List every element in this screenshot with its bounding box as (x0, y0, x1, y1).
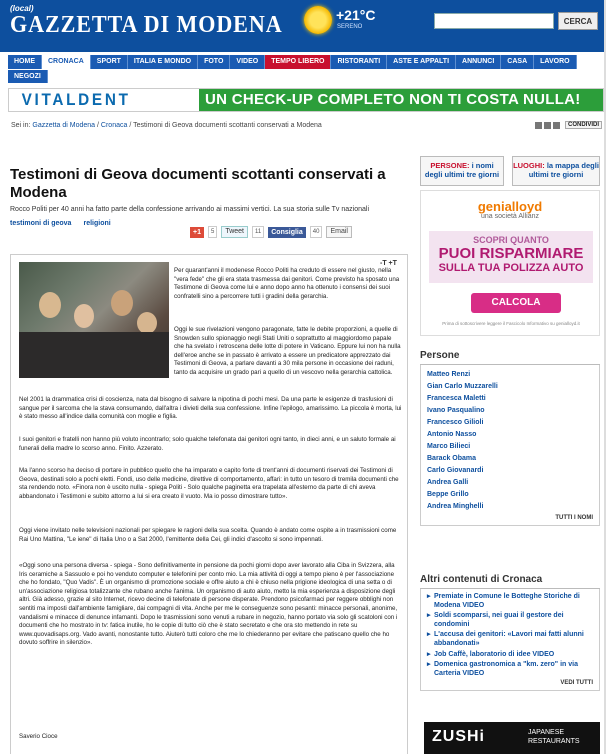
persona-link[interactable]: Gian Carlo Muzzarelli (427, 383, 498, 390)
persona-link[interactable]: Ivano Pasqualino (427, 407, 485, 414)
article-paragraph: I suoi genitori e fratelli non hanno più voluto incontrarlo; solo qualche telefonata dai genitori ogni tanto, in dieci anni, e un saluto formale ai funerali della madre lo scorso anno. Finito. Azzerato. (19, 436, 396, 452)
article-body (10, 254, 408, 754)
facebook-count: 40 (310, 226, 323, 238)
genialloyd-offer (429, 231, 593, 283)
tab-persone-label: PERSONE: (430, 161, 470, 170)
altri-section (420, 574, 600, 691)
vitaldent-banner[interactable] (8, 88, 604, 112)
sun-icon (304, 6, 332, 34)
breadcrumb-section[interactable]: Cronaca (100, 122, 128, 129)
calcola-button[interactable]: CALCOLA (471, 293, 561, 313)
persona-link[interactable]: Andrea Galli (427, 479, 469, 486)
article-paragraph: Ma l'anno scorso ha deciso di portare in pubblico quello che ha imparato e capito forte di trent'anni di documenti riservati dei Testimoni di Geova, destinati solo a pochi eletti. Fondi, uso delle medicine, direttive di comportamento, affari: in tutto un tesoro di tremila documenti che sta rendendo noto. «Finora non è uscito nulla - spiega Politi - Solo qualche paginetta era trapelata all'esterno da parte di chi aveva abbandonato i Testimoni e subito attorno a lui si era creato il vuoto. Ma io posso dimostrare tutto». (19, 467, 399, 500)
vitaldent-logo: VITALDENT (21, 90, 131, 109)
article-paragraph: Oggi le sue rivelazioni vengono paragonate, fatte le debite proporzioni, a quelle di Snowden sullo spionaggio negli Stati Uniti o soprattutto al maggiordomo papale che ha svelato i retroscena delle lotte di potere in Vaticano. Eppure lui non ha nulla dell'eroe anche se in passato è arrivato a essere un predicatore apprezzato dai Testimoni di Geova, a parlare davanti a 30 mila persone in occasione dei raduni, tanto da acquisire un grado pari a quello di un vescovo nella gerarchia cattolica. (174, 326, 401, 376)
main-nav (8, 55, 604, 81)
tweet-count: 11 (252, 226, 264, 238)
persone-section (420, 350, 600, 526)
tweet-button[interactable]: Tweet (221, 226, 248, 238)
offer-line2: PUOI RISPARMIARE (438, 245, 584, 262)
persona-link[interactable]: Barack Obama (427, 455, 477, 462)
tag-link[interactable]: religioni (83, 220, 111, 227)
offer-line1: SCOPRI QUANTO (473, 235, 549, 245)
tab-persone[interactable] (420, 156, 504, 186)
logo-small: (local) (10, 4, 34, 13)
font-icon[interactable] (553, 122, 560, 129)
altri-title: Altri contenuti di Cronaca (420, 574, 600, 589)
breadcrumb-prefix: Sei in: (11, 122, 31, 129)
tab-luoghi-link[interactable]: la mappa degli ultimi tre giorni (528, 161, 599, 179)
site-header (0, 0, 606, 52)
zushi-ad[interactable] (424, 722, 600, 754)
persone-list (420, 365, 600, 526)
gplus-count: 5 (208, 226, 217, 238)
page-tools (535, 121, 602, 129)
nav-item[interactable]: SPORT (91, 55, 128, 69)
persona-link[interactable]: Carlo Giovanardi (427, 467, 484, 474)
genialloyd-disclaimer: Prima di sottoscrivere leggere il Fascicolo Informativo su genialloyd.it (442, 321, 580, 326)
tab-luoghi-label: LUOGHI: (513, 161, 545, 170)
weather-description: SERENO (337, 24, 363, 30)
zushi-subtitle: JAPANESE RESTAURANTS (528, 729, 580, 745)
email-button[interactable]: Email (326, 226, 352, 238)
persona-link[interactable]: Beppe Grillo (427, 491, 469, 498)
persona-link[interactable]: Marco Biliеci (427, 443, 471, 450)
article-paragraph: Nel 2001 la drammatica crisi di coscienza, nata dal bisogno di salvare la nipotina di pochi mesi. Da una parte le esigenze di trasfusioni di sangue per il sarcoma che la stava consumando, dall'altra i divieti della sua confessione. Infine l'epilogo, amarissimo. La piccola è morta, lui è stato messo all'indice dalla comunità con moglie e figlia. (19, 396, 402, 421)
search-button[interactable]: CERCA (558, 12, 598, 30)
article-subtitle: Rocco Politi per 40 anni ha fatto parte della confessione arrivando ai massimi vertici. La sua storia sulle Tv nazionali (10, 206, 369, 213)
persona-link[interactable]: Francesca Maletti (427, 395, 486, 402)
zushi-logo: ZUSHi (432, 728, 485, 745)
article-paragraph: Per quarant'anni il modenese Rocco Politi ha creduto di essere nel giusto, nella "vera fede" che gli era stata trasmessa dai genitori. Come previsto ha sposato una Testimone di Geova come lui e anno dopo anno ha ottenuto i consensi dei suoi confratelli sino a percorrere tutti i gradini della gerarchia. (174, 267, 400, 300)
persone-title: Persone (420, 350, 600, 365)
site-logo[interactable]: GAZZETTA DI MODENA (10, 12, 283, 38)
print-icon[interactable] (535, 122, 542, 129)
search-input[interactable] (434, 13, 554, 29)
vitaldent-slogan: UN CHECK-UP COMPLETO NON TI COSTA NULLA! (199, 89, 603, 111)
altri-link[interactable]: ▸ Domenica gastronomica a "km. zero" in via Carteria VIDEO (427, 661, 593, 678)
breadcrumb-current: Testimoni di Geova documenti scottanti conservati a Modena (133, 122, 322, 129)
nav-item[interactable]: CASA (501, 55, 534, 69)
nav-item[interactable]: ANNUNCI (456, 55, 501, 69)
article-paragraph: Oggi viene invitato nelle televisioni nazionali per spiegare le ragioni della sua scelta. Quando è andato come ospite a in trasmissioni come Rai Uno Mattina, "Le iene" di Italia Uno o a Sat 2000, l'emittente della Cei, gli indici d'ascolto si sono impennati. (19, 527, 397, 543)
article-paragraph: «Oggi sono una persona diversa - spiega - Sono definitivamente in pensione da pochi giorni dopo aver lavorato alla Ciba in Svizzera, alla Iris ceramiche a Sassuolo e poi ho venduto computer e telefonini per conto mio. La mia attività di oggi a tempo pieno è per l'associazione che ho fondato, "Quo Vadis". È un organismo di promozione sociale e offre aiuto a chi è chiuso nella prigione ideologica di una setta o di un'associazione religiosa totalizzante che rubano anche l'anima. Un organismo di auto aiuto, metto la mia esperienza a disposizione degli altri. Già adesso, grazie al sito Internet, ricevo decine di telefonate di persone disperate. Prendono psicofarmaci per reggere obblighi non sentiti ma imposti dall'ambiente famigliare, dai compagni di vita. Anche per me le conseguenze sono pesanti: minacce personali, anonime, vandalismi e minacce di denunce infamanti. Dopo le trasmissioni sono venuti a rubare in negozio, hanno portato via solo gli scatoloni con i documenti che ho mostrato in tv: fatica inutile, ho le copie di tutto ciò che è stato secretato e che ora sto mettendo in rete su www.quovadisaps.org. Vado avanti, nonostante tutto. Aiuterò tutti coloro che me lo chiederanno per evitare che patiscano quello che ho dovuto soffrire in silenzio». (19, 562, 398, 647)
nav-item[interactable]: LAVORO (534, 55, 576, 69)
share-button[interactable]: CONDIVIDI (565, 121, 602, 129)
nav-item[interactable]: ITALIA E MONDO (128, 55, 198, 69)
tag-link[interactable]: testimoni di geova (10, 220, 72, 227)
tab-luoghi[interactable] (512, 156, 600, 186)
genialloyd-logo: genialloyd (477, 199, 543, 214)
email-icon[interactable] (544, 122, 551, 129)
nav-item[interactable]: NEGOZI (8, 70, 48, 83)
facebook-button[interactable]: Consiglia (268, 227, 306, 238)
persona-link[interactable]: Francesco Gilioli (427, 419, 484, 426)
tab-persone-link[interactable]: i nomi degli ultimi tre giorni (424, 161, 500, 179)
altri-link[interactable]: ▸ Soldi scomparsi, nei guai il gestore dei condomini (427, 612, 593, 629)
weather-temperature: +21°C (336, 7, 376, 23)
breadcrumb: Sei in: Gazzetta di Modena / Cronaca / Testimoni di Geova documenti scottanti conservati a Modena (11, 122, 322, 129)
nav-item[interactable]: VIDEO (230, 55, 265, 69)
nav-item[interactable]: TEMPO LIBERO (265, 55, 331, 69)
tutti-nomi-link[interactable]: TUTTI I NOMI (555, 515, 593, 521)
genialloyd-ad[interactable] (420, 190, 600, 336)
article-tags (10, 220, 111, 227)
gplus-button[interactable]: +1 (190, 227, 204, 238)
altri-link[interactable]: ▸ L'accusa dei genitori: «Lavori mai fatti alunni abbandonati» (427, 631, 593, 648)
nav-item[interactable]: FOTO (198, 55, 230, 69)
nav-item[interactable]: HOME (8, 55, 42, 69)
altri-list (420, 589, 600, 691)
nav-item[interactable]: ASTE E APPALTI (387, 55, 456, 69)
article-author: Saverio Cioce (19, 733, 58, 740)
nav-item[interactable]: CRONACA (42, 55, 91, 69)
offer-line3: SULLA TUA POLIZZA AUTO (438, 262, 584, 274)
article-photo[interactable] (19, 262, 169, 378)
genialloyd-subtitle: una società Allianz (481, 213, 539, 220)
persona-link[interactable]: Antonio Nasso (427, 431, 477, 438)
altri-link[interactable]: ▸ Job Caffè, laboratorio di idee VIDEO (427, 651, 593, 660)
vedi-tutti-link[interactable]: VEDI TUTTI (560, 680, 593, 687)
font-size-tools[interactable]: -T +T (380, 260, 397, 267)
social-bar (190, 226, 352, 238)
persona-link[interactable]: Matteo Renzi (427, 371, 471, 378)
nav-item[interactable]: RISTORANTI (331, 55, 387, 69)
article-title: Testimoni di Geova documenti scottanti conservati a Modena (10, 166, 386, 201)
breadcrumb-home[interactable]: Gazzetta di Modena (32, 122, 96, 129)
altri-link[interactable]: ▸ Premiate in Comune le Botteghe Storiche di Modena VIDEO (427, 593, 593, 610)
persona-link[interactable]: Andrea Minghelli (427, 503, 484, 510)
